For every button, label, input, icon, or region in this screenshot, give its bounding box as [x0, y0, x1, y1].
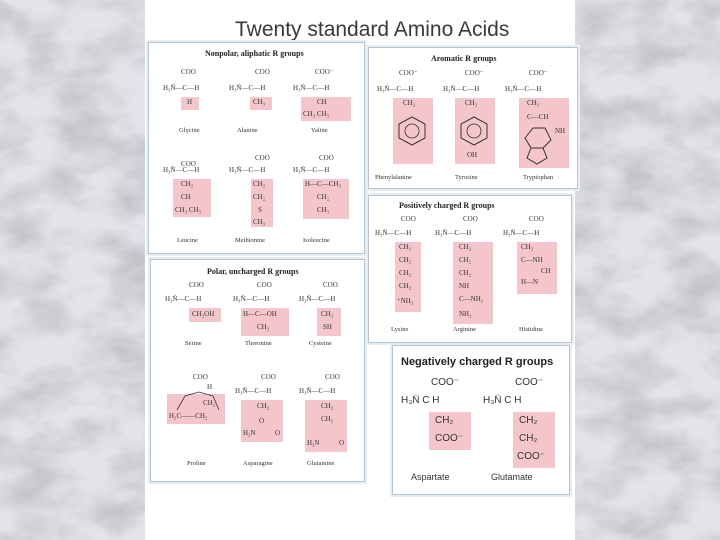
- panel-title: Negatively charged R groups: [401, 356, 554, 368]
- r-group-label: CH₂: [203, 399, 216, 407]
- r-group-label: CH₂: [253, 180, 266, 188]
- molecule-threonine: [231, 282, 297, 352]
- r-group-label: CH₂: [321, 310, 334, 318]
- benzene-ring: [397, 116, 427, 146]
- amino-acid-name: Arginine: [453, 326, 476, 333]
- r-group-label: COO⁻: [435, 433, 464, 444]
- r-group-label: CH₂: [465, 99, 478, 107]
- r-group-label: CH₂: [399, 243, 412, 251]
- carboxyl: COO⁻: [315, 68, 334, 76]
- r-group-label: CH₂: [527, 99, 540, 107]
- amino-acid-name: Serine: [185, 340, 202, 347]
- carboxyl: COO: [463, 215, 478, 223]
- slide-title: Twenty standard Amino Acids: [235, 18, 510, 41]
- backbone: H₃N̈—C—H: [299, 295, 336, 303]
- amino-acid-name: Tyrosine: [455, 174, 478, 181]
- carboxyl: COO: [529, 215, 544, 223]
- amino-acid-name: Lysine: [391, 326, 409, 333]
- molecule-leucine: [163, 161, 223, 251]
- carboxyl: COO: [255, 68, 270, 76]
- alpha-h: H: [207, 383, 213, 391]
- r-group-label: CH₂: [399, 282, 412, 290]
- r-group-label: CH₂: [519, 433, 538, 444]
- phenol-ring: [459, 116, 489, 146]
- r-group-label: S: [258, 206, 262, 214]
- molecule-lysine: [375, 214, 435, 342]
- amino-acid-name: Leucine: [177, 237, 198, 244]
- amino-acid-name: Asparagine: [243, 460, 273, 467]
- r-group-label: H₂N: [307, 439, 320, 447]
- carboxyl: COO: [261, 373, 276, 381]
- r-group-label: O: [275, 429, 281, 437]
- molecule-tyrosine: [441, 70, 505, 188]
- carboxyl: COO⁻: [465, 69, 484, 77]
- r-group-label: CH₃: [257, 323, 270, 331]
- backbone: H₃N̈—C—H: [375, 229, 412, 237]
- r-group-label: O: [339, 439, 345, 447]
- r-group-label: H—N: [521, 278, 539, 286]
- r-group-label: CH: [541, 267, 551, 275]
- r-group-label: NH: [555, 127, 566, 135]
- molecule-glutamate: [483, 374, 567, 492]
- r-group-label: CH₂: [519, 415, 538, 426]
- r-group-label: O: [259, 417, 265, 425]
- carboxyl: COO⁻: [515, 377, 544, 388]
- molecule-cysteine: [297, 282, 363, 352]
- r-group-label: H₂N: [243, 429, 256, 437]
- amino-acid-name: Methionine: [235, 237, 265, 244]
- carboxyl: COO: [323, 281, 338, 289]
- molecule-valine: [293, 67, 359, 147]
- r-group-label: C—CH: [527, 113, 549, 121]
- carboxyl: COO: [325, 373, 340, 381]
- r-group-label: CH₂: [321, 415, 334, 423]
- backbone: H₃N̈—C—H: [377, 85, 414, 93]
- backbone: H₃N̈—C—H: [163, 166, 200, 174]
- carboxyl: COO⁻: [399, 69, 418, 77]
- panel-polar: [150, 259, 365, 482]
- r-group-label: CH₂: [459, 256, 472, 264]
- r-group-label: CH₃: [253, 98, 266, 106]
- backbone: H₃N̈—C—H: [233, 295, 270, 303]
- backbone: H₃N̈—C—H: [229, 84, 266, 92]
- r-group-label: CH: [317, 98, 327, 106]
- amino-acid-name: Phenylalanine: [375, 174, 412, 181]
- r-group-label: CH₃: [253, 218, 266, 226]
- molecule-isoleucine: [293, 154, 359, 251]
- backbone: H₃N̈—C—H: [503, 229, 540, 237]
- carboxyl: COO: [255, 154, 270, 162]
- carboxyl: COO: [189, 281, 204, 289]
- molecule-tryptophan: [505, 70, 575, 188]
- r-group-label: CH₂: [459, 243, 472, 251]
- amino-acid-name: Glutamine: [307, 460, 335, 467]
- amino-acid-name: Threonine: [245, 340, 272, 347]
- r-group-label: CH₂OH: [192, 310, 215, 318]
- r-group-label: C—NH: [521, 256, 543, 264]
- backbone: H₃N̈ C H: [401, 395, 440, 406]
- r-group-label: CH₂: [181, 180, 194, 188]
- molecule-aspartate: [397, 374, 479, 492]
- backbone: H₃N̈—C—H: [443, 85, 480, 93]
- backbone: H₃N̈—C—H: [299, 387, 336, 395]
- r-group-label: CH₂: [321, 402, 334, 410]
- backbone: H₃N̈—C—H: [293, 84, 330, 92]
- carboxyl: COO: [257, 281, 272, 289]
- r-group-label: C—NH₂: [459, 295, 484, 303]
- panel-title: Aromatic R groups: [431, 54, 497, 63]
- carboxyl: COO⁻: [431, 377, 460, 388]
- carboxyl: COO: [319, 154, 334, 162]
- r-group-label: CH₂: [257, 402, 270, 410]
- r-group-label: CH₃ CH₃: [303, 110, 330, 118]
- r-group-label: CH₂: [399, 256, 412, 264]
- molecule-proline: [163, 370, 233, 478]
- amino-acid-name: Histidine: [519, 326, 543, 333]
- r-group-label: COO⁻: [517, 451, 546, 462]
- carboxyl: COO: [181, 160, 196, 168]
- panel-nonpolar: [148, 42, 365, 254]
- carboxyl: COO: [193, 373, 208, 381]
- amino-acid-name: Proline: [187, 460, 206, 467]
- amino-acid-name: Glycine: [179, 127, 200, 134]
- backbone: H₃N̈—C—H: [505, 85, 542, 93]
- r-group-label: CH₂: [317, 193, 330, 201]
- r-group-label: H₂C——CH₂: [169, 412, 208, 420]
- carboxyl: COO: [401, 215, 416, 223]
- r-group-label: CH₂: [435, 415, 454, 426]
- carboxyl: COO: [181, 68, 196, 76]
- r-group-label: CH₂: [459, 269, 472, 277]
- r-group-label: SH: [323, 323, 332, 331]
- molecule-glycine: [163, 67, 223, 147]
- indole-ring: [521, 122, 565, 166]
- amino-acid-name: Glutamate: [491, 472, 533, 482]
- r-group-label: ⁺NH₃: [397, 297, 414, 305]
- amino-acid-name: Aspartate: [411, 472, 450, 482]
- molecule-glutamine: [297, 370, 363, 478]
- panel-aromatic: [368, 47, 578, 189]
- r-group-label: H—C—OH: [243, 310, 277, 318]
- amino-acid-name: Cysteine: [309, 340, 332, 347]
- molecule-alanine: [229, 67, 289, 147]
- backbone: H₃N̈—C—H: [165, 295, 202, 303]
- molecule-asparagine: [233, 370, 299, 478]
- molecule-phenylalanine: [375, 70, 439, 188]
- backbone: H₃N̈—C—H: [235, 387, 272, 395]
- r-group-label: CH₂: [521, 243, 534, 251]
- r-group-label: CH: [181, 193, 191, 201]
- panel-title: Positively charged R groups: [399, 201, 495, 210]
- backbone: H₃N̈—C—H: [435, 229, 472, 237]
- r-group-label: CH₃ CH₃: [175, 206, 202, 214]
- r-group-label: H: [187, 98, 193, 106]
- panel-positive: [368, 195, 572, 343]
- r-group-label: OH: [467, 151, 478, 159]
- panel-title: Polar, uncharged R groups: [207, 267, 299, 276]
- amino-acid-name: Tryptophan: [523, 174, 554, 181]
- molecule-methionine: [229, 154, 289, 251]
- carboxyl: COO⁻: [529, 69, 548, 77]
- molecule-histidine: [503, 214, 569, 342]
- r-group-label: CH₂: [403, 99, 416, 107]
- r-group-label: H—C—CH₃: [305, 180, 341, 188]
- panel-negative: [392, 345, 570, 495]
- amino-acid-name: Valine: [311, 127, 328, 134]
- amino-acid-name: Isoleucine: [303, 237, 330, 244]
- r-group-label: NH₂: [459, 310, 472, 318]
- backbone: H₃N̈—C—H: [229, 166, 266, 174]
- molecule-arginine: [435, 214, 501, 342]
- backbone: H₃N̈—C—H: [293, 166, 330, 174]
- r-group-label: CH₃: [317, 206, 330, 214]
- amino-acid-name: Alanine: [237, 127, 258, 134]
- backbone: H₃N̈—C—H: [163, 84, 200, 92]
- backbone: H₃N̈ C H: [483, 395, 522, 406]
- molecule-serine: [163, 282, 229, 352]
- panel-title: Nonpolar, aliphatic R groups: [205, 49, 304, 58]
- r-group-label: CH₂: [253, 193, 266, 201]
- r-group-label: CH₂: [399, 269, 412, 277]
- r-group-label: NH: [459, 282, 470, 290]
